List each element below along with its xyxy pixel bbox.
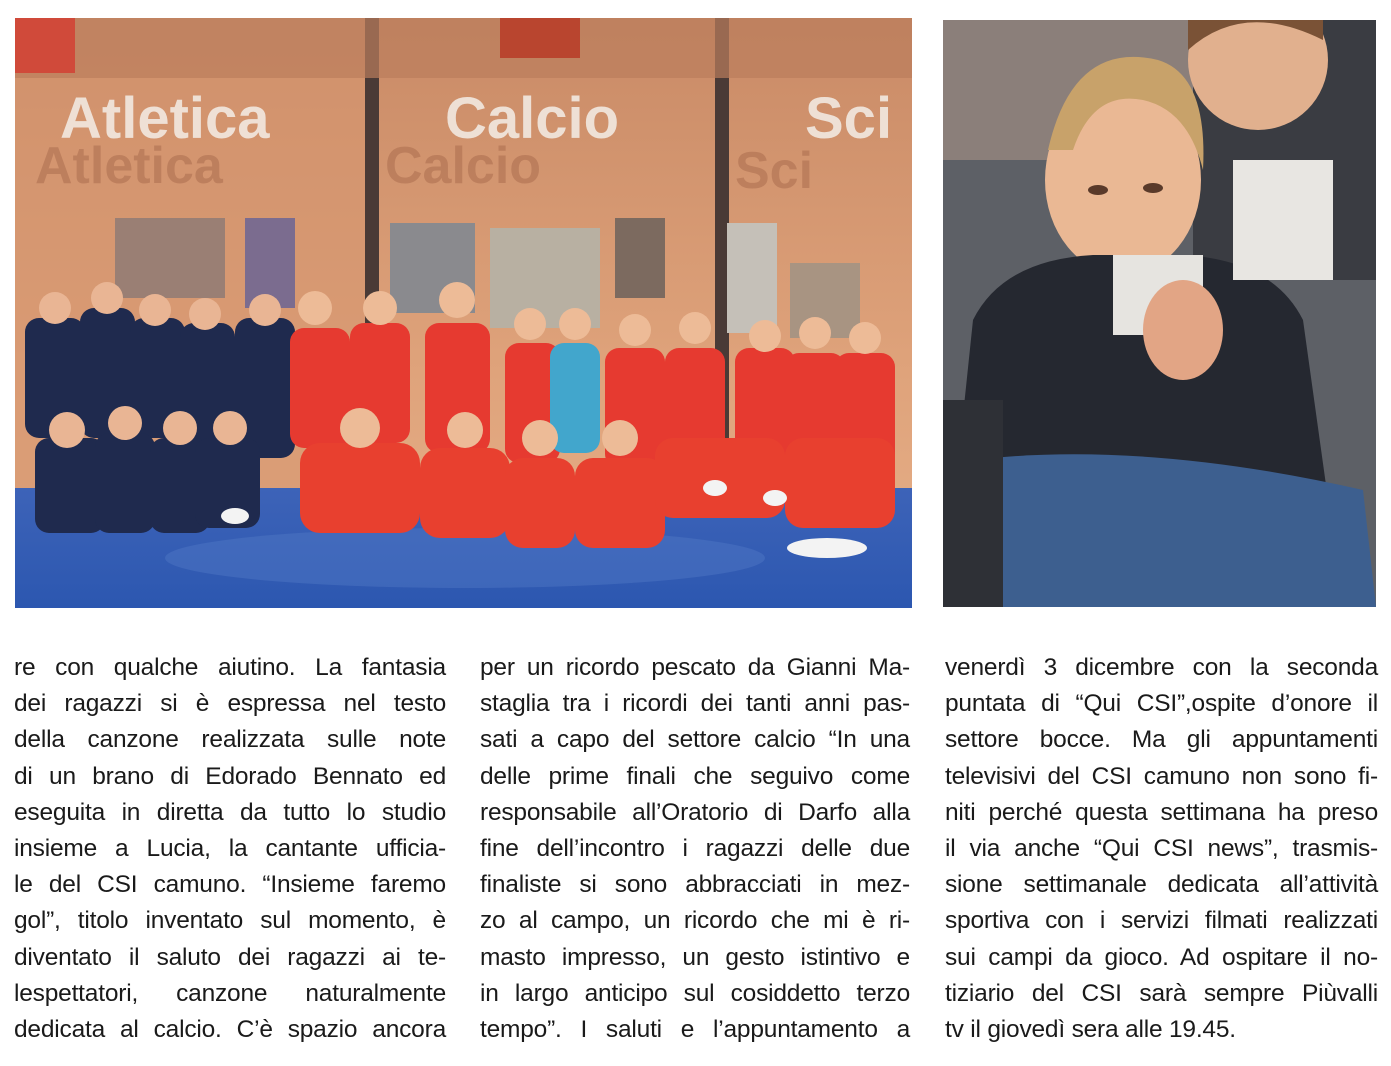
- wall-word-sci: Sci: [805, 86, 893, 151]
- text-line: re con qualche aiutino. La fantasia: [14, 654, 446, 681]
- text-line: masto impresso, un gesto istintivo e: [480, 943, 910, 971]
- text-line: le del CSI camuno. “Insieme faremo: [14, 871, 446, 899]
- text-line: tiziario del CSI sarà sempre Piùvalli: [945, 979, 1378, 1007]
- text-line: zo al campo, un ricordo che mi è ri-: [480, 907, 910, 935]
- text-line: sportiva con i servizi filmati realizzati: [945, 907, 1378, 935]
- text-line: diventato il saluto dei ragazzi ai te-: [14, 943, 446, 971]
- wall-word-calcio: Calcio: [445, 86, 620, 151]
- studio-photo-illustration: [15, 18, 912, 608]
- text-line: lespettatori, canzone naturalmente: [14, 979, 446, 1007]
- text-line: della canzone realizzata sulle note: [14, 726, 446, 754]
- text-line: insieme a Lucia, la cantante ufficia-: [14, 835, 446, 863]
- text-line: sui campi da gioco. Ad ospitare il no-: [945, 943, 1378, 971]
- article-column-2: [480, 650, 910, 1048]
- text-line: niti perché questa settimana ha preso: [945, 798, 1378, 826]
- text-line: tempo”. I saluti e l’appuntamento a: [480, 1016, 910, 1044]
- text-line: dedicata al calcio. C’è spazio ancora: [14, 1016, 446, 1044]
- text-line: venerdì 3 dicembre con la seconda: [945, 654, 1378, 681]
- text-line: finaliste si sono abbracciati in mez-: [480, 871, 910, 899]
- text-line: tv il giovedì sera alle 19.45.: [945, 1016, 1236, 1044]
- svg-text:Sci: Sci: [735, 142, 814, 200]
- text-line: per un ricordo pescato da Gianni Ma-: [480, 654, 910, 681]
- svg-text:Calcio: Calcio: [385, 137, 542, 195]
- text-line: in largo anticipo sul cosiddetto terzo: [480, 979, 910, 1007]
- text-line: settore bocce. Ma gli appuntamenti: [945, 726, 1378, 754]
- text-line: dei ragazzi si è espressa nel testo: [14, 690, 446, 718]
- text-line: il via anche “Qui CSI news”, trasmis-: [945, 835, 1378, 863]
- text-line: fine dell’incontro i ragazzi delle due: [480, 835, 910, 863]
- text-line: delle prime finali che seguivo come: [480, 762, 910, 790]
- text-line: puntata di “Qui CSI”,ospite d’onore il: [945, 690, 1378, 718]
- boy-photo-illustration: [943, 20, 1376, 607]
- text-line: sione settimanale dedicata all’attività: [945, 871, 1378, 899]
- svg-text:Atletica: Atletica: [35, 137, 223, 195]
- photo-studio-players: [15, 18, 912, 608]
- text-line: eseguita in diretta da tutto lo studio: [14, 798, 446, 826]
- text-line: gol”, titolo inventato sul momento, è: [14, 907, 446, 935]
- article-column-3: [945, 650, 1378, 1048]
- wall-word-atletica: Atletica: [60, 86, 270, 151]
- photo-boy-closeup: [943, 20, 1376, 607]
- text-line: staglia tra i ricordi dei tanti anni pas-: [480, 690, 910, 718]
- text-line: di un brano di Edorado Bennato ed: [14, 762, 446, 790]
- text-line: televisivi del CSI camuno non sono fi-: [945, 762, 1378, 790]
- text-line: responsabile all’Oratorio di Darfo alla: [480, 798, 910, 826]
- article-column-1: [14, 650, 446, 1048]
- text-line: sati a capo del settore calcio “In una: [480, 726, 910, 754]
